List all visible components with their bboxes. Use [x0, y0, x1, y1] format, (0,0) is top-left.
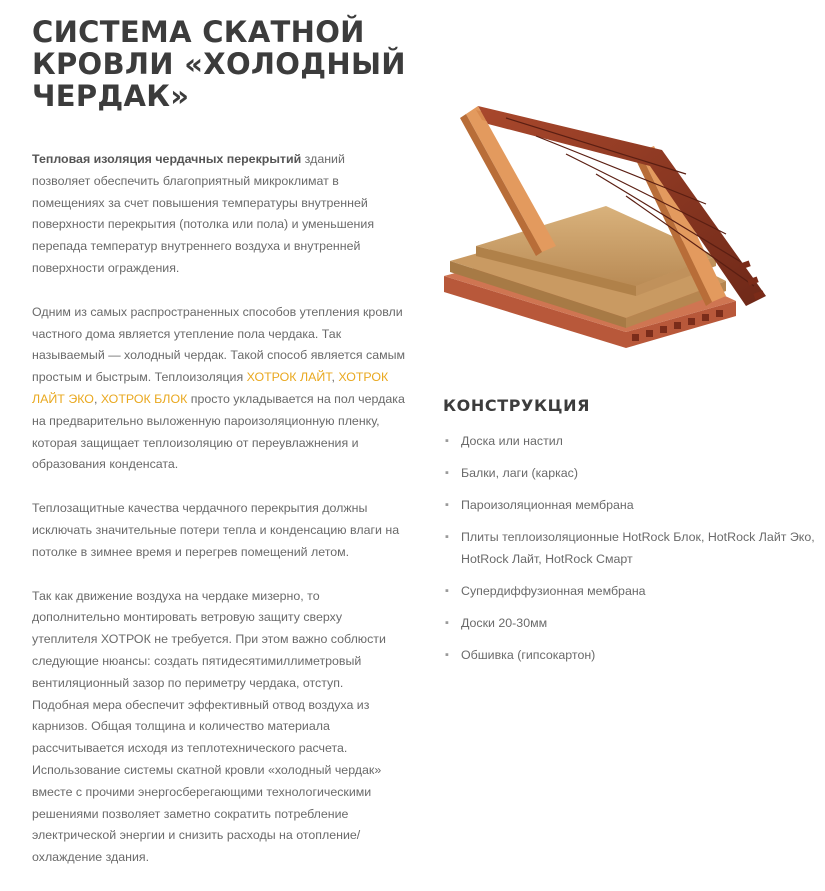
list-item: [445, 612, 815, 634]
paragraph-text: ,: [331, 370, 339, 385]
list-item: [445, 430, 815, 452]
paragraph-line: утеплителя ХОТРОК не требуется. При этом важно соблюсти: [32, 632, 386, 647]
bullet-icon: ▪: [445, 499, 449, 511]
list-item-text: Доски 20-30мм: [461, 616, 548, 630]
paragraph-thermal-qualities: [32, 498, 404, 563]
paragraph-line: частного дома является утепление пола чердака. Так: [32, 326, 342, 341]
paragraph-intro: [32, 149, 404, 280]
paragraph-text: просто укладывается на пол чердака: [187, 391, 405, 406]
paragraph-line: образования конденсата.: [32, 457, 179, 472]
paragraph-line: Так как движение воздуха на чердаке мизерно, то: [32, 588, 320, 603]
paragraph-line: вентиляционный зазор по периметру чердака, отступ.: [32, 675, 344, 690]
list-item-text: Пароизоляционная мембрана: [461, 498, 634, 512]
list-item-text: HotRock Лайт, HotRock Смарт: [461, 552, 633, 566]
page-title-line-3: ЧЕРДАК»: [32, 79, 190, 113]
paragraph-line: потолке в зимнее время и перегрев помещений летом.: [32, 544, 350, 559]
bullet-icon: ▪: [445, 649, 449, 661]
list-item: [445, 494, 815, 516]
paragraph-line: Подобная мера обеспечит эффективный отвод воздуха из: [32, 697, 370, 712]
highlight-term: Тепловая изоляция чердачных перекрытий: [32, 152, 302, 166]
paragraph-cold-attic: [32, 302, 404, 476]
paragraph-ventilation: [32, 586, 404, 869]
paragraph-line: на предварительно выложенную пароизоляционную пленку,: [32, 413, 380, 428]
paragraph-text: зданий: [301, 152, 345, 166]
paragraph-line: [32, 367, 404, 389]
paragraph-text: ,: [93, 391, 101, 406]
link-hotrock-lite[interactable]: ХОТРОК ЛАЙТ: [246, 370, 332, 385]
bullet-icon: ▪: [445, 617, 449, 629]
paragraph-line: решениями позволяет заметно сократить потребление: [32, 806, 349, 821]
bullet-icon: ▪: [445, 467, 449, 479]
link-hotrock-lite-eco[interactable]: ХОТРОК: [338, 370, 389, 385]
paragraph-line: Одним из самых распространенных способов утепления кровли: [32, 304, 403, 319]
paragraph-line: охлаждение здания.: [32, 850, 150, 865]
paragraph-line: электрической энергии и снизить расходы на отопление/: [32, 828, 361, 843]
page-title-line-2: КРОВЛИ «ХОЛОДНЫЙ: [32, 47, 406, 81]
bullet-icon: ▪: [445, 435, 449, 447]
paragraph-line: дополнительно монтировать ветровую защиту сверху: [32, 610, 343, 625]
paragraph-line: позволяет обеспечить благоприятный микроклимат в: [32, 173, 339, 188]
paragraph-line: Теплозащитные качества чердачного перекрытия должны: [32, 501, 368, 516]
bullet-icon: ▪: [445, 585, 449, 597]
roof-section-illustration: [436, 96, 806, 356]
paragraph-line: карнизов. Общая толщина и количество материала: [32, 719, 330, 734]
list-item-text: Супердиффузионная мембрана: [461, 584, 646, 598]
link-hotrock-lite-eco-cont[interactable]: ЛАЙТ ЭКО: [32, 391, 94, 406]
paragraph-line: исключать значительные потери тепла и конденсацию влаги на: [32, 522, 400, 537]
construction-list: [445, 430, 815, 676]
bullet-icon: ▪: [445, 531, 449, 543]
paragraph-line: Использование системы скатной кровли «холодный чердак»: [32, 762, 382, 777]
list-item: [445, 526, 815, 570]
paragraph-text: простым и быстрым. Теплоизоляция: [32, 370, 247, 385]
paragraph-line: вместе с прочими энергосберегающими технологическими: [32, 784, 372, 799]
paragraph-line: следующие нюансы: создать пятидесятимиллиметровый: [32, 653, 362, 668]
paragraph-line: помещениях за счет повышения температуры внутренней: [32, 195, 368, 210]
paragraph-line: перепада температур внутреннего воздуха и внутренней: [32, 239, 361, 254]
link-hotrock-block[interactable]: ХОТРОК БЛОК: [100, 391, 188, 406]
page-title-line-1: СИСТЕМА СКАТНОЙ: [32, 15, 365, 49]
paragraph-line: [32, 389, 404, 411]
list-item-text: Доска или настил: [461, 434, 563, 448]
list-item: [445, 580, 815, 602]
paragraph-line: называемый — холодный чердак. Такой способ является самым: [32, 348, 406, 363]
list-item-text: Балки, лаги (каркас): [461, 466, 578, 480]
list-item: [445, 462, 815, 484]
paragraph-line: [32, 149, 404, 171]
list-item-text: Обшивка (гипсокартон): [461, 648, 596, 662]
paragraph-line: поверхности ограждения.: [32, 260, 180, 275]
page-title: [32, 16, 412, 112]
list-item: [445, 644, 815, 666]
construction-title: КОНСТРУКЦИЯ: [443, 396, 591, 415]
list-item-text: Плиты теплоизоляционные HotRock Блок, HotRock Лайт Эко,: [461, 530, 815, 544]
paragraph-line: поверхности перекрытия (потолка или пола) и уменьшения: [32, 217, 375, 232]
article-body: [32, 149, 404, 891]
paragraph-line: которая защищает теплоизоляцию от переувлажнения и: [32, 435, 359, 450]
paragraph-line: рассчитывается исходя из теплотехнического расчета.: [32, 741, 348, 756]
